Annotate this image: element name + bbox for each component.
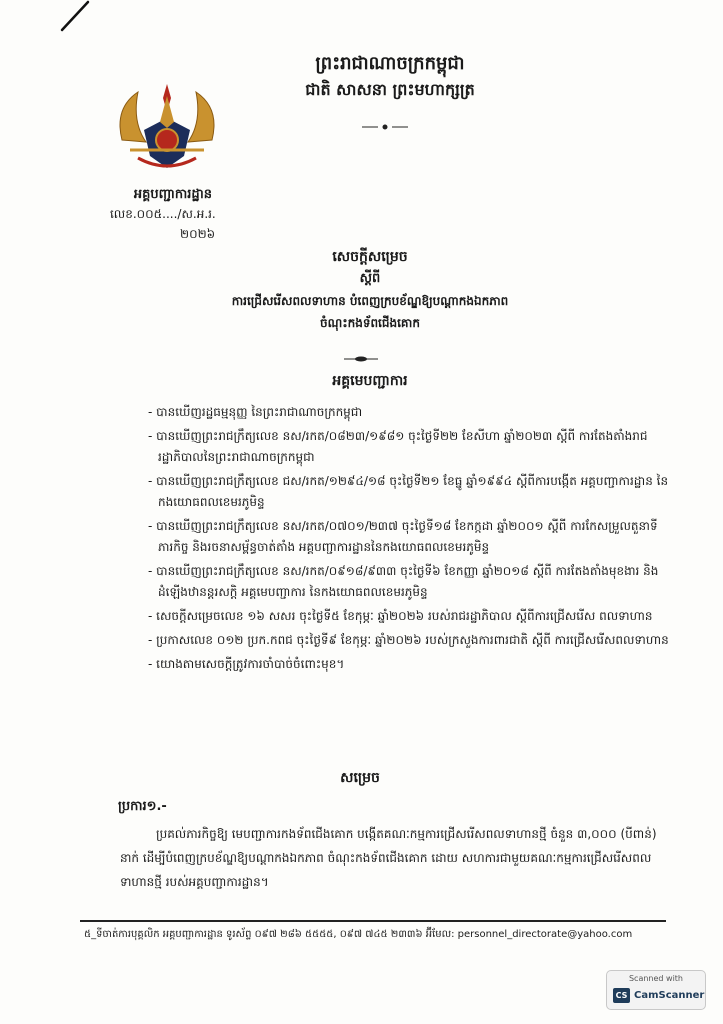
issuer-heading: អគ្គមេបញ្ជាការ xyxy=(332,373,408,389)
footer-divider xyxy=(80,920,666,922)
issuer-org-name: អគ្គបញ្ជាការដ្ឋាន xyxy=(133,187,213,202)
camscanner-watermark xyxy=(606,970,706,1010)
ornament-divider-icon xyxy=(360,122,410,132)
considerations-list xyxy=(148,402,676,678)
scanned-with-label: Scanned with xyxy=(628,974,684,983)
document-title-block xyxy=(200,246,540,334)
consideration-item: - បានឃើញព្រះរាជក្រឹត្យលេខ ជស/រកត/១២៩៤/១៨ ចុះថ្ងៃទី២១ ខែធ្នូ ឆ្នាំ១៩៩៤ ស្តីពីការបង្កើត អគ្គបញ្ជាការដ្ឋាន នៃកងយោធពលខេមរភូមិន្ទ xyxy=(148,474,669,509)
document-subject-label: ស្តីពី xyxy=(359,271,381,286)
decision-heading: សម្រេច xyxy=(340,770,380,786)
consideration-item: - យោងតាមសេចក្តីត្រូវការចាំបាច់ចំពោះមុខ។ xyxy=(148,657,345,671)
document-subject-line-2: ចំណុះកងទ័ពជើងគោក xyxy=(320,316,420,330)
reference-year: ២០២៦ xyxy=(180,227,216,241)
kingdom-name: ព្រះរាជាណាចក្រកម្ពុជា xyxy=(315,53,465,74)
consideration-item: - ប្រកាសលេខ ០១២ ប្រក.កពជ ចុះថ្ងៃទី៩ ខែកុម្ភៈ ឆ្នាំ២០២៦ របស់ក្រសួងការពារជាតិ ស្តីពី ការជ្រើសរើសពលទាហាន xyxy=(148,633,669,647)
consideration-item: - បានឃើញព្រះរាជក្រឹត្យលេខ នស/រកត/០៩១៨/៩៣៣ ចុះថ្ងៃទី៦ ខែកញ្ញា ឆ្នាំ២០១៨ ស្តីពី ការតែងតាំងមុខងារ និងដំឡើងឋានន្តរសក្តិ អគ្គមេបញ្ជាការ នៃកងយោធពលខេមរភូមិន្ទ xyxy=(148,564,659,599)
pen-mark-icon xyxy=(60,0,90,32)
consideration-item: - បានឃើញរដ្ឋធម្មនុញ្ញ នៃព្រះរាជាណាចក្រកម្ពុជា xyxy=(148,405,363,419)
camscanner-name: CamScanner xyxy=(634,990,705,1001)
consideration-item: - សេចក្តីសម្រេចលេខ ១៦ សសរ ចុះថ្ងៃទី៥ ខែកុម្ភៈ ឆ្នាំ២០២៦ របស់រាជរដ្ឋាភិបាល ស្តីពីការជ្រើសរើស ពលទាហាន xyxy=(148,609,653,623)
article-label: ប្រការ១.- xyxy=(118,799,167,814)
reference-number: លេខ.០០៥..../ស.អ.រ. xyxy=(110,207,216,221)
national-motto: ជាតិ សាសនា ព្រះមហាក្សត្រ xyxy=(305,80,475,99)
military-emblem-icon xyxy=(108,78,226,180)
consideration-item: - បានឃើញព្រះរាជក្រឹត្យលេខ នស/រកត/០៨២៣/១៩៨១ ចុះថ្ងៃទី២២ ខែសីហា ឆ្នាំ២០២៣ ស្តីពី ការតែងតាំងរាជរដ្ឋាភិបាលនៃព្រះរាជាណាចក្រកម្ពុជា xyxy=(148,429,648,464)
document-title: សេចក្តីសម្រេច xyxy=(332,249,408,265)
camscanner-logo-icon: CS xyxy=(613,988,630,1003)
document-subject-line-1: ការជ្រើសរើសពលទាហាន បំពេញក្របខ័ណ្ឌឱ្យបណ្តាកងឯកភាព xyxy=(231,294,509,308)
title-divider-icon xyxy=(344,355,378,363)
footer-contact: ៥_ទីចាត់ការបុគ្គលិក អគ្គបញ្ជាការដ្ឋាន ទូរស័ព្ទ ០៩៧ ២៨៦ ៥៥៥៥, ០៩៧ ៧៤៥ ២៣៣៦ អ៊ីមែល: personnel_directorate@yahoo.com xyxy=(84,929,633,940)
article-body: ប្រគល់ភារកិច្ចឱ្យ មេបញ្ជាការកងទ័ពជើងគោក បង្កើតគណៈកម្មការជ្រើសរើសពលទាហានថ្មី ចំនួន ៣,០០០ (បីពាន់) នាក់ ដើម្បីបំពេញក្របខ័ណ្ឌឱ្យបណ្តាកងឯកភាព ចំណុះកងទ័ពជើងគោក ដោយ សហការជាមួយគណៈកម្មការជ្រើសរើសពលទាហានថ្មី របស់អគ្គបញ្ជាការដ្ឋាន។ xyxy=(120,827,657,889)
consideration-item: - បានឃើញព្រះរាជក្រឹត្យលេខ នស/រកត/០៧០១/២៣៧ ចុះថ្ងៃទី១៨ ខែកក្កដា ឆ្នាំ២០០១ ស្តីពី ការកែសម្រួលតួនាទីភារកិច្ច និងរចនាសម្ព័ន្ធចាត់តាំង អគ្គបញ្ជាការដ្ឋាននៃកងយោធពលខេមរភូមិន្ទ xyxy=(148,519,658,554)
kingdom-header xyxy=(230,50,550,102)
